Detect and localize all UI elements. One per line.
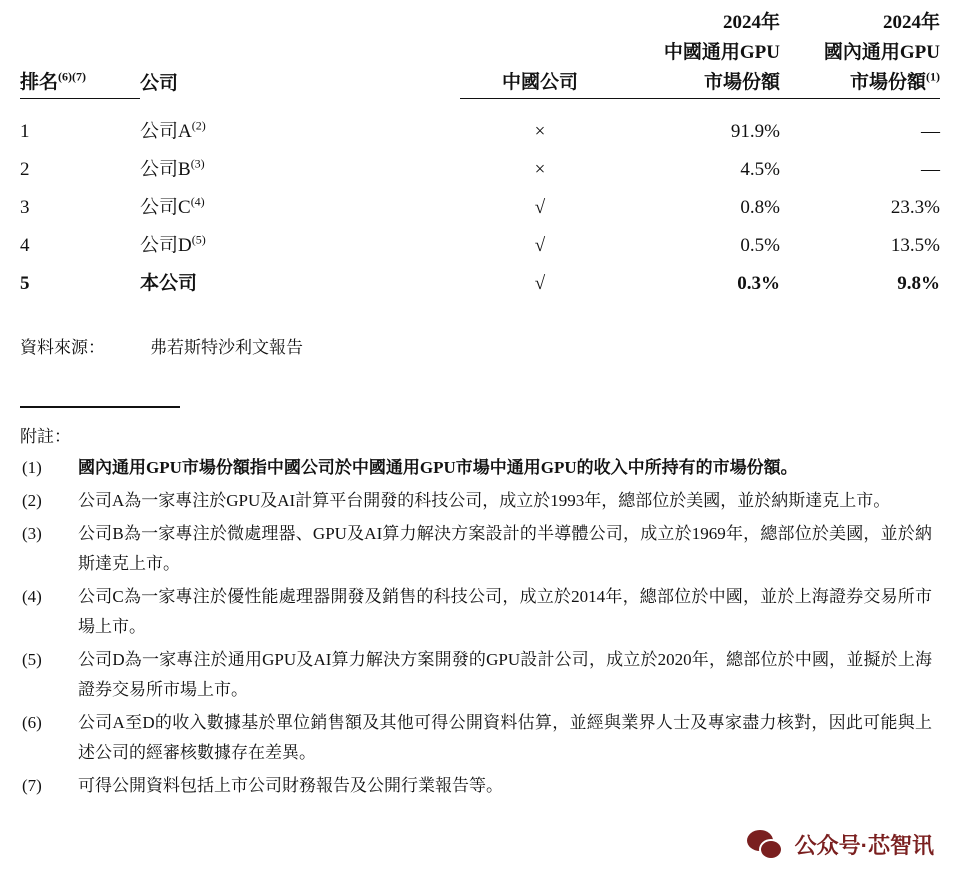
cell-cn-gpu-share: 91.9% [730,121,780,142]
table-row [20,265,940,303]
header-domestic-gpu-share-footnote: (1) [926,69,940,84]
notes-divider [20,406,180,408]
cell-domestic-gpu-share: 9.8% [897,273,940,294]
header-company-label: 公司 [140,72,179,94]
document-page [0,8,960,886]
header-rank [20,8,140,99]
table-body [20,113,940,303]
cell-company [140,265,460,303]
note-marker: (3) [22,524,42,543]
header-cn-gpu-share-metric: 市場份額 [703,72,780,93]
cell-rank: 5 [20,273,30,294]
header-cn-gpu-share [620,8,780,99]
header-domestic-gpu-share [780,8,940,99]
note-text: 公司B為一家專注於微處理器、GPU及AI算力解決方案設計的半導體公司，成立於1969年，總部位於美國，並於納斯達克上市。 [78,524,932,573]
header-cn-gpu-share-year: 2024年 [722,12,780,33]
source-value: 弗若斯特沙利文報告 [150,338,303,357]
cell-chinese-company: √ [534,197,546,218]
notes-title: 附註： [20,427,71,446]
cell-chinese-company: √ [534,273,546,294]
note-item [20,771,940,801]
cell-domestic-gpu-share: — [921,121,940,142]
note-text: 公司A為一家專注於GPU及AI計算平台開發的科技公司，成立於1993年，總部位於美國，並於納斯達克上市。 [78,491,891,510]
table-row [20,189,940,227]
cell-company [140,227,460,265]
cell-cn-gpu-share: 4.5% [740,159,780,180]
header-chinese-company [460,8,620,99]
table-row [20,113,940,151]
cell-cn-gpu-share: 0.5% [740,235,780,256]
cell-domestic-gpu-share: — [921,159,940,180]
cell-company [140,151,460,189]
header-chinese-company-label: 中國公司 [501,72,578,93]
table-header [20,8,940,113]
watermark [747,829,934,860]
cell-domestic-gpu-share: 23.3% [890,197,940,218]
header-cn-gpu-share-market: 中國通用GPU [663,42,780,63]
note-marker: (2) [22,491,42,510]
cell-chinese-company: √ [534,235,546,256]
note-text: 可得公開資料包括上市公司財務報告及公開行業報告等。 [78,776,503,795]
note-item [20,582,940,642]
note-marker: (5) [22,650,42,669]
source-label: 資料來源： [20,338,105,357]
cell-company-footnote: (5) [191,232,206,247]
note-item [20,486,940,516]
header-company [140,8,460,99]
table-row [20,151,940,189]
note-item [20,519,940,579]
cell-company-name: 公司A [140,121,192,142]
cell-chinese-company: × [534,121,546,142]
cell-rank: 4 [20,235,30,256]
cell-rank: 3 [20,197,30,218]
note-text: 國內通用GPU市場份額指中國公司於中國通用GPU市場中通用GPU的收入中所持有的市場份額。 [78,458,798,477]
table-row [20,227,940,265]
cell-company-name: 本公司 [140,273,198,294]
note-item [20,708,940,768]
header-rank-footnote: (6)(7) [58,69,86,84]
note-item [20,453,940,483]
cell-company-name: 公司B [140,159,191,180]
table-header-spacer [20,99,940,114]
note-text: 公司D為一家專注於通用GPU及AI算力解決方案開發的GPU設計公司，成立於2020年，總部位於中國，並擬於上海證券交易所市場上市。 [78,650,932,699]
header-rank-label: 排名 [20,72,59,93]
table-header-row [20,8,940,99]
cell-company-name: 公司C [140,197,191,218]
cell-rank: 1 [20,121,30,142]
notes-list [20,453,940,801]
cell-cn-gpu-share: 0.8% [740,197,780,218]
header-domestic-gpu-share-year: 2024年 [882,12,940,33]
cell-company-footnote: (4) [190,194,205,209]
cell-cn-gpu-share: 0.3% [737,273,780,294]
cell-company-footnote: (2) [191,118,206,133]
cell-domestic-gpu-share: 13.5% [890,235,940,256]
source-line [20,333,940,358]
wechat-icon [747,830,783,860]
note-marker: (4) [22,587,42,606]
note-text: 公司A至D的收入數據基於單位銷售額及其他可得公開資料估算，並經與業界人士及專家盡力核對，因此可能與上述公司的經審核數據存在差異。 [78,713,932,762]
cell-company [140,113,460,151]
note-marker: (6) [22,713,42,732]
cell-company [140,189,460,227]
watermark-text: 公众号·芯智讯 [794,833,934,858]
note-item [20,645,940,705]
note-text: 公司C為一家專注於優性能處理器開發及銷售的科技公司，成立於2014年，總部位於中國，並於上海證券交易所市場上市。 [78,587,932,636]
cell-company-name: 公司D [140,235,192,256]
cell-rank: 2 [20,159,30,180]
note-marker: (1) [22,458,42,477]
note-marker: (7) [22,776,42,795]
cell-company-footnote: (3) [190,156,205,171]
header-domestic-gpu-share-market: 國內通用GPU [823,42,940,63]
gpu-market-share-table [20,8,940,303]
header-domestic-gpu-share-metric: 市場份額 [849,72,926,93]
cell-chinese-company: × [534,159,546,180]
